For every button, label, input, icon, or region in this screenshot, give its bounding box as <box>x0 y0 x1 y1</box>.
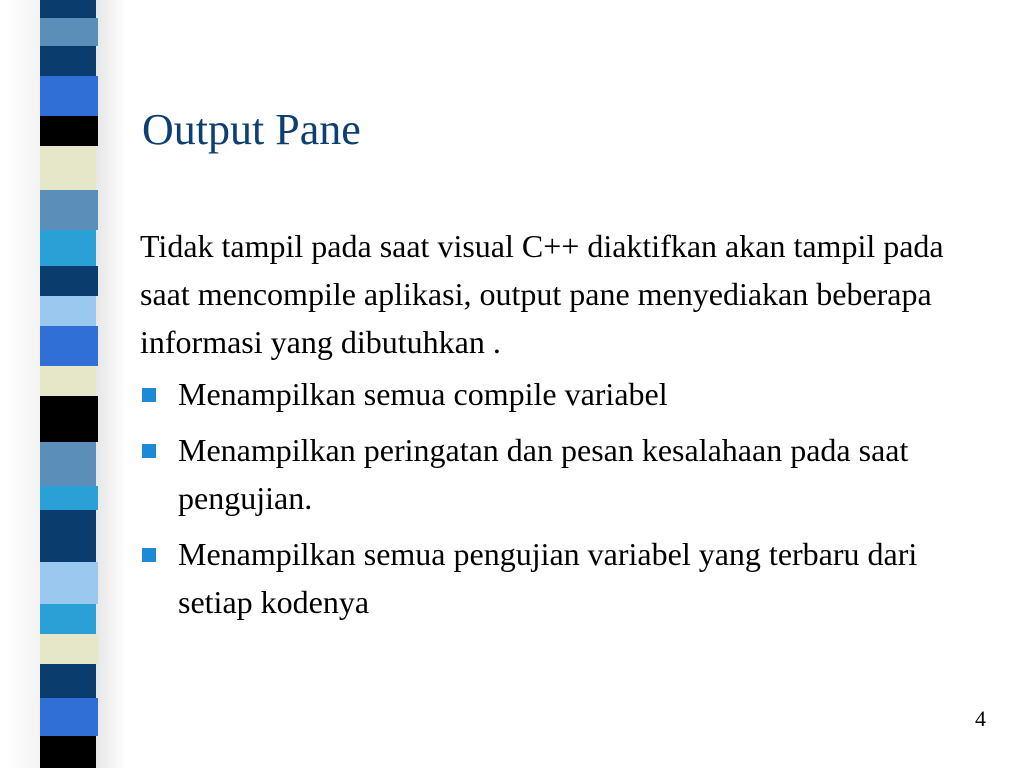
stripe-segment <box>40 230 96 266</box>
stripe-segment <box>40 46 96 76</box>
stripe-segment <box>40 0 96 18</box>
bullet-item <box>140 426 990 522</box>
stripe-segment <box>40 296 96 326</box>
stripe-segment <box>40 486 98 510</box>
stripe-segment <box>40 326 98 366</box>
stripe-segment <box>40 442 96 486</box>
stripe-segment <box>40 698 98 736</box>
stripe-segment <box>40 604 96 634</box>
stripe-segment <box>40 266 98 296</box>
stripe-segment <box>40 116 98 146</box>
stripe-segment <box>40 190 98 230</box>
bullet-list <box>140 370 990 626</box>
square-bullet-icon <box>142 548 156 562</box>
stripe-segment <box>40 664 96 698</box>
page-number: 4 <box>975 706 986 731</box>
stripe-segment <box>40 396 98 442</box>
stripe-segment <box>40 146 96 190</box>
stripe-segment <box>40 562 98 604</box>
bullet-text: Menampilkan semua pengujian variabel yang terbaru dari setiap kodenya <box>178 536 918 620</box>
intro-paragraph: Tidak tampil pada saat visual C++ diaktifkan akan tampil pada saat mencompile aplikasi, output pane menyediakan beberapa informasi yang dibutuhkan . <box>140 228 944 360</box>
stripe-segment <box>40 366 96 396</box>
bullet-item <box>140 370 990 418</box>
stripe-segment <box>40 18 98 46</box>
slide-title: Output Pane <box>142 105 361 154</box>
slide-body <box>140 222 990 634</box>
decorative-stripe <box>40 0 102 768</box>
stripe-segment <box>40 76 98 116</box>
square-bullet-icon <box>142 388 156 402</box>
stripe-segment <box>40 736 96 768</box>
bullet-text: Menampilkan peringatan dan pesan kesalahaan pada saat pengujian. <box>178 432 909 516</box>
bullet-item <box>140 530 990 626</box>
square-bullet-icon <box>142 444 156 458</box>
stripe-segment <box>40 510 96 562</box>
bullet-text: Menampilkan semua compile variabel <box>178 376 668 412</box>
stripe-segment <box>40 634 98 664</box>
